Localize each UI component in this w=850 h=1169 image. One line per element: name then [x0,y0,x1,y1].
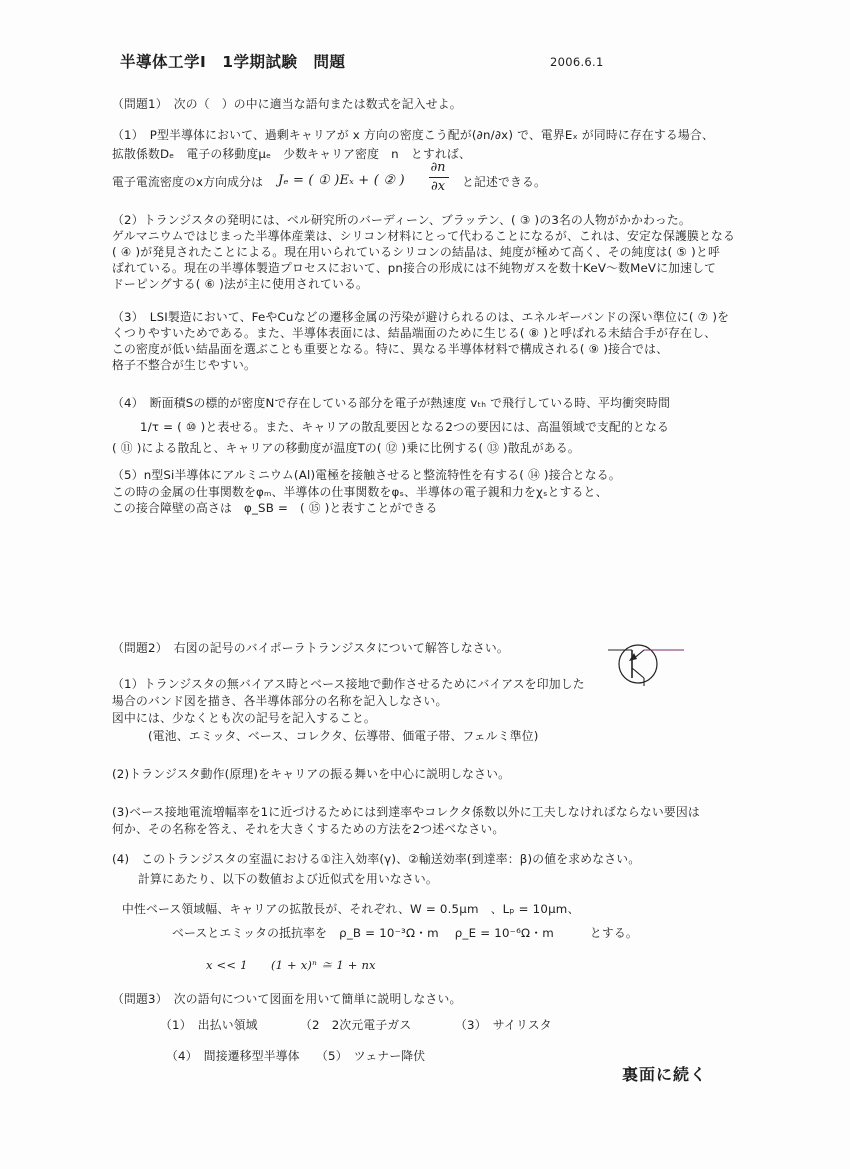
q1-p2-line3: ( ④ )が発見されたことによる。現在用いられているシリコンの結晶は、純度が極めて高く、その純度は( ⑤ )と呼 [112,245,720,259]
q3-intro: （問題3） 次の語句について図面を用いて簡単に説明しなさい。 [112,992,462,1006]
q3-item-4: （4） 間接遷移型半導体 [166,1049,300,1063]
q2-p2: (2)トランジスタ動作(原理)をキャリアの振る舞いを中心に説明しなさい。 [112,767,511,781]
q1-p1-line3-lead: 電子電流密度のx方向成分は [112,175,264,189]
q1-p1-line1: （1） P型半導体において、過剰キャリアが x 方向の密度こう配が(∂n/∂x) で、電界Eₓ が同時に存在する場合、 [112,128,714,142]
q1-p1-equation: Jₑ = ( ① )Eₓ + ( ② ) [278,173,405,188]
q2-p1-line2: 場合のバンド図を描き、各半導体部分の名称を記入しなさい。 [112,694,448,708]
q2-p3-line1: (3)ベース接地電流増幅率を1に近づけるためには到達率やコレクタ係数以外に工夫しなければならない要因は [112,805,700,819]
q2-p4-line2: 計算にあたり、以下の数値および近似式を用いなさい。 [138,872,438,886]
q1-p2-line1: （2）トランジスタの発明には、ベル研究所のバーディーン、ブラッテン、( ③ )の3名の人物がかかわった。 [112,213,691,227]
q1-p1-line2: 拡散係数Dₑ 電子の移動度μₑ 少数キャリア密度 n とすれば、 [112,147,471,161]
q2-p4-approximation: x << 1 (1 + x)ⁿ ≅ 1 + nx [206,958,376,972]
q1-p4-line2: 1/τ = ( ⑩ )と表せる。また、キャリアの散乱要因となる2つの要因には、高温領域で支配的となる [140,420,670,434]
fraction-denominator: ∂x [430,179,446,194]
q3-item-1: （1） 出払い領域 [160,1018,258,1032]
q1-p5-line1: （5）n型Si半導体にアルミニウム(Al)電極を接触させると整流特性を有する( ⑭ )接合となる。 [112,468,621,482]
bipolar-transistor-symbol-icon [600,630,690,690]
q3-item-5: （5） ツェナー降伏 [316,1049,426,1063]
q2-intro: （問題2） 右図の記号のバイポーラトランジスタについて解答しなさい。 [112,641,509,655]
q2-p4-line1: (4) このトランジスタの室温における①注入効率(γ)、②輸送効率(到達率：β)の値を求めなさい。 [112,852,641,866]
q2-p1-line3: 図中には、少なくとも次の記号を記入すること。 [112,711,376,725]
q1-p3-line4: 格子不整合が生じやすい。 [112,358,256,372]
q1-p5-line3: この接合障壁の高さは φ_SB = ( ⑮ )と表すことができる [112,501,438,515]
q1-p3-line2: くつりやすいためである。また、半導体表面には、結晶端面のために生じる( ⑧ )と呼ばれる未結合手が存在し、 [112,326,717,340]
fraction-bar [429,177,449,178]
fraction-numerator: ∂n [430,160,446,175]
q2-p4-line4: ベースとエミッタの抵抗率を ρ_B = 10⁻³Ω・m ρ_E = 10⁻⁶Ω・m とする。 [172,926,638,940]
q1-p2-line2: ゲルマニウムではじまった半導体産業は、シリコン材料にとって代わることになるが、これは、安定な保護膜となる [112,229,736,243]
q1-p4-line1: （4） 断面積Sの標的が密度Nで存在している部分を電子が熱速度 vₜₕ で飛行している時、平均衝突時間 [112,396,671,410]
q1-p1-line3-tail: と記述できる。 [462,175,546,189]
q1-p2-line5: ドーピングする( ⑥ )法が主に使用されている。 [112,277,368,291]
continued-on-back-note: 裏面に続く [622,1065,708,1084]
q2-p4-line3: 中性ベース領域幅、キャリアの拡散長が、それぞれ、W = 0.5μm 、Lₚ = 10μm、 [122,902,580,916]
q2-p1-line4: (電池、エミッタ、ベース、コレクタ、伝導帯、価電子帯、フェルミ準位) [148,729,539,743]
q2-p3-line2: 何か、その名称を答え、それを大きくするための方法を2つ述べなさい。 [112,822,505,836]
q1-p2-line4: ばれている。現在の半導体製造プロセスにおいて、pn接合の形成には不純物ガスを数十KeV～数MeVに加速して [112,261,717,275]
q3-item-2: （2 2次元電子ガス [300,1018,412,1032]
page-title: 半導体工学Ⅰ 1学期試験 問題 [120,53,346,71]
q1-p4-line3: ( ⑪ )による散乱と、キャリアの移動度が温度Tの( ⑫ )乗に比例する( ⑬ )散乱がある。 [112,441,580,455]
q1-p5-line2: この時の金属の仕事関数をφₘ、半導体の仕事関数をφₛ、半導体の電子親和力をχₛとすると、 [112,485,608,499]
q1-p3-line1: （3） LSI製造において、FeやCuなどの遷移金属の汚染が避けられるのは、エネルギーバンドの深い準位に( ⑦ )を [112,310,730,324]
q1-p3-line3: この密度が低い結晶面を選ぶことも重要となる。特に、異なる半導体材料で構成される( ⑨ )接合では、 [112,342,669,356]
q1-intro: （問題1） 次の（ ）の中に適当な語句または数式を記入せよ。 [112,97,462,111]
q3-item-3: （3） サイリスタ [455,1018,552,1032]
q2-p1-line1: （1）トランジスタの無バイアス時とベース接地で動作させるためにバイアスを印加した [112,677,585,691]
exam-date: 2006.6.1 [550,55,604,69]
